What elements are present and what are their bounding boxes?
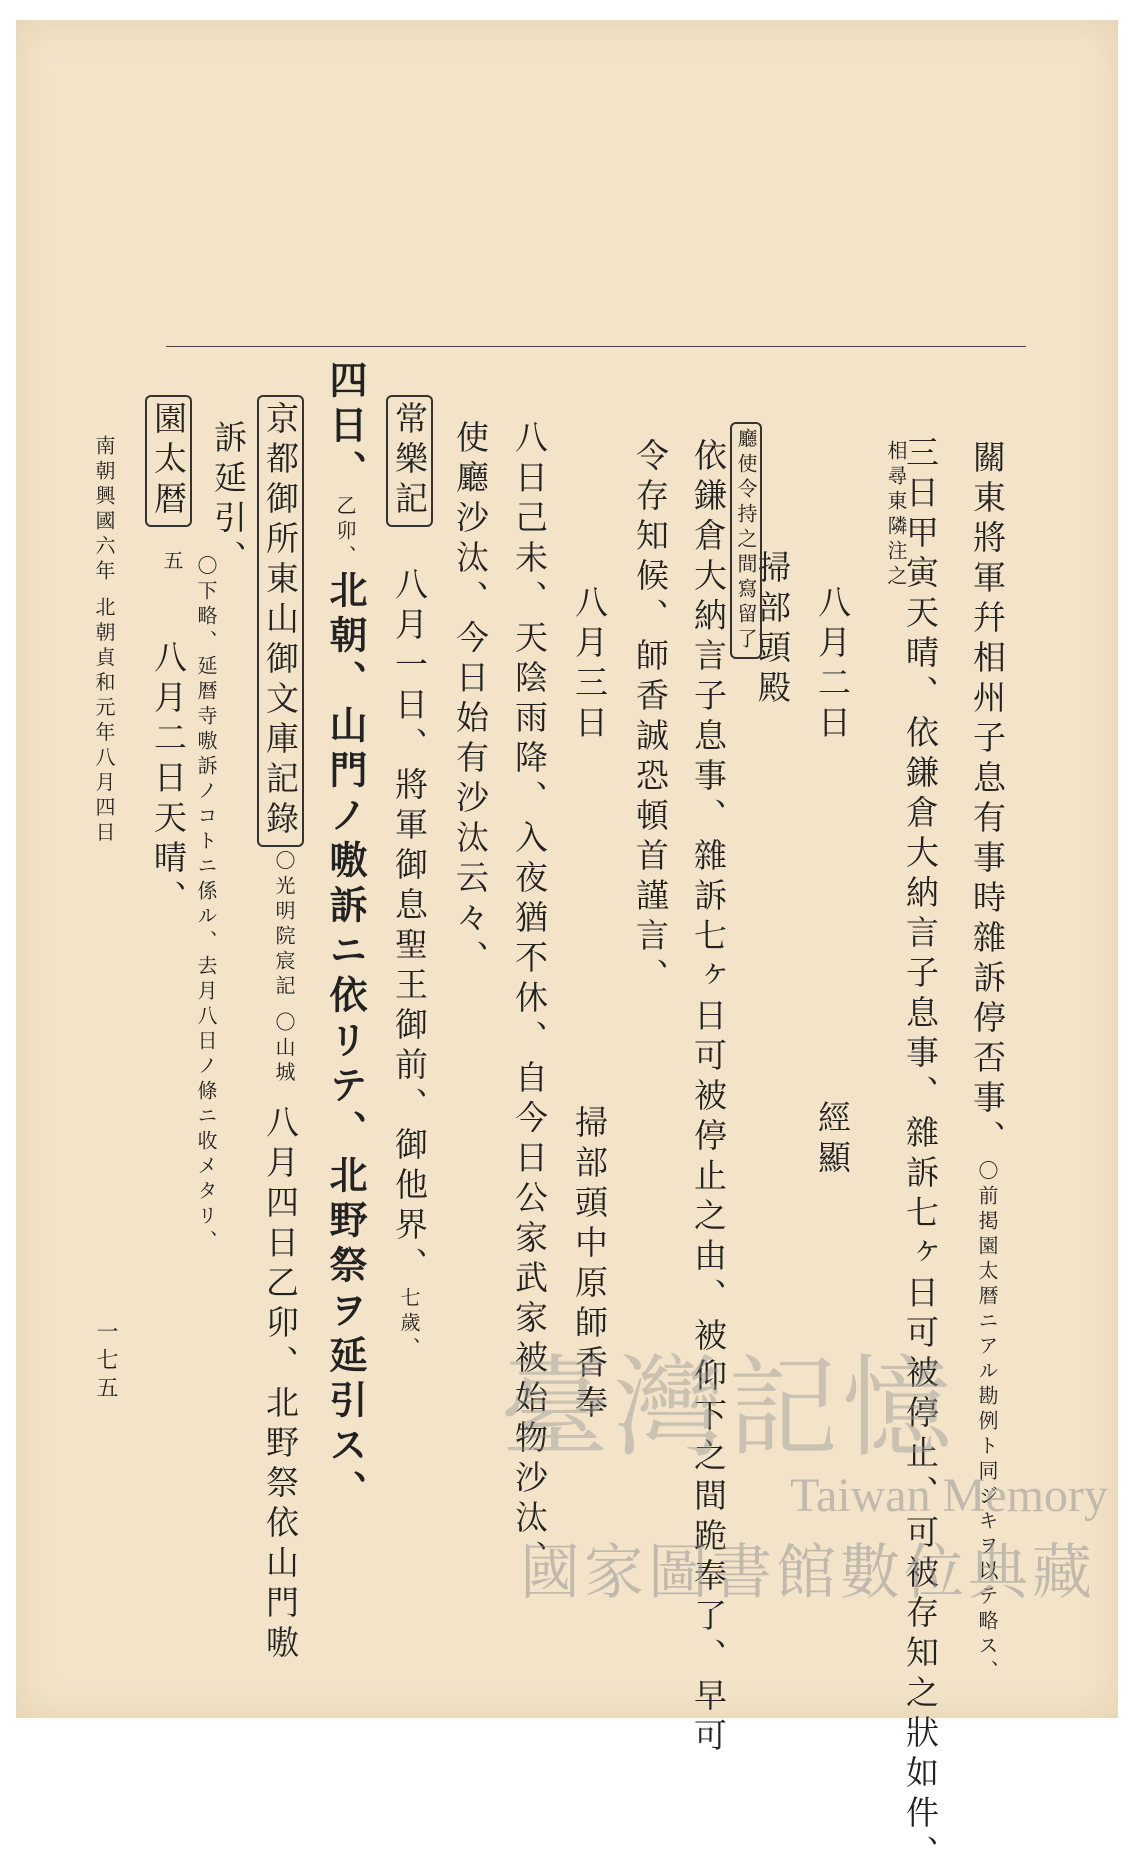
signature-text: 經顯	[813, 1100, 852, 1180]
text-column-3b	[813, 1100, 852, 1180]
horizontal-rule	[166, 346, 1026, 347]
addressee-text: 掃部頭殿	[753, 550, 792, 710]
text-column-6	[631, 438, 670, 998]
column-text: 八月二日天晴、	[149, 640, 188, 920]
text-column-14b	[149, 640, 188, 920]
source-title: 常樂記	[386, 395, 433, 527]
column-text: 依鎌倉大納言子息事、雜訴七ヶ日可被停止之由、被仰下之間跪奉了、早可	[689, 438, 728, 1758]
text-column-10	[390, 395, 429, 1362]
entry-summary: 北朝、山門ノ嗷訴ニ依リテ、北野祭ヲ延引ス、	[323, 570, 368, 1515]
column-text: 令存知候、師香誠恐頓首謹言、	[631, 438, 670, 998]
column-text: 使廳沙汰、今日始有沙汰云々、	[451, 420, 490, 980]
text-column-14-note	[162, 550, 182, 575]
running-head	[94, 435, 114, 846]
text-column-14	[149, 395, 188, 527]
watermark-library: 國家圖書館數位典藏	[520, 1538, 1096, 1608]
date-text: 八月三日	[570, 585, 609, 745]
text-column-7	[570, 585, 609, 745]
running-head-text: 南朝興國六年 北朝貞和元年八月四日	[92, 435, 116, 847]
text-column-12-note	[274, 850, 294, 1086]
column-text: 八日己未、天陰雨降、入夜猶不休、自今日公家武家被始物沙汰、	[510, 420, 549, 1580]
page-number-text: 一七五	[93, 1320, 118, 1404]
text-column-12	[261, 395, 300, 847]
text-column-2-note	[886, 440, 906, 590]
column-text: 關東將軍幷相州子息有事時雜訴停否事、	[968, 440, 1007, 1160]
column-text: 三日甲寅天晴、依鎌倉大納言子息事、雜訴七ヶ日可被停止、可被存知之狀如件、	[901, 435, 940, 1875]
date-text: 八月二日	[813, 585, 852, 745]
text-column-5-note	[736, 422, 756, 659]
annotation-note: 〇前掲園太暦ニアル勘例ト同ジキヲ以テ略ス、	[975, 1160, 999, 1685]
source-title: 京都御所東山御文庫記錄	[257, 395, 304, 847]
text-column-2	[901, 435, 940, 1875]
column-text: 八月四日乙卯、北野祭依山門嗷	[261, 1105, 300, 1665]
entry-heading	[323, 360, 368, 1515]
text-column-9	[451, 420, 490, 980]
annotation-note: 七歲、	[397, 1287, 421, 1362]
annotation-note: 〇光明院宸記 〇山城	[272, 850, 296, 1087]
column-text: 八月一日、將軍御息聖王御前、御他界、	[390, 567, 429, 1287]
signature-text: 掃部頭中原師香奉	[570, 1105, 609, 1425]
column-text: 訴延引、	[209, 420, 248, 580]
watermark-english: Taiwan Memory	[790, 1469, 1108, 1522]
watermark-title: 臺灣記憶	[500, 1344, 956, 1472]
annotation-note: 〇下略、延暦寺嗷訴ノコトニ係ル、去月八日ノ條ニ收メタリ、	[194, 555, 218, 1255]
text-column-12b	[261, 1105, 300, 1665]
annotation-note: 乙卯、	[333, 495, 357, 570]
text-column-13-note	[196, 555, 216, 1255]
annotation-note: 廳使令持之間寫留了	[730, 422, 762, 659]
entry-date: 四日、	[323, 360, 368, 495]
text-column-3	[813, 585, 852, 745]
annotation-note: 相尋東隣注之	[884, 440, 908, 590]
annotation-note: 五	[160, 550, 184, 575]
source-title: 園太暦	[145, 395, 192, 527]
page-number	[94, 1320, 116, 1404]
